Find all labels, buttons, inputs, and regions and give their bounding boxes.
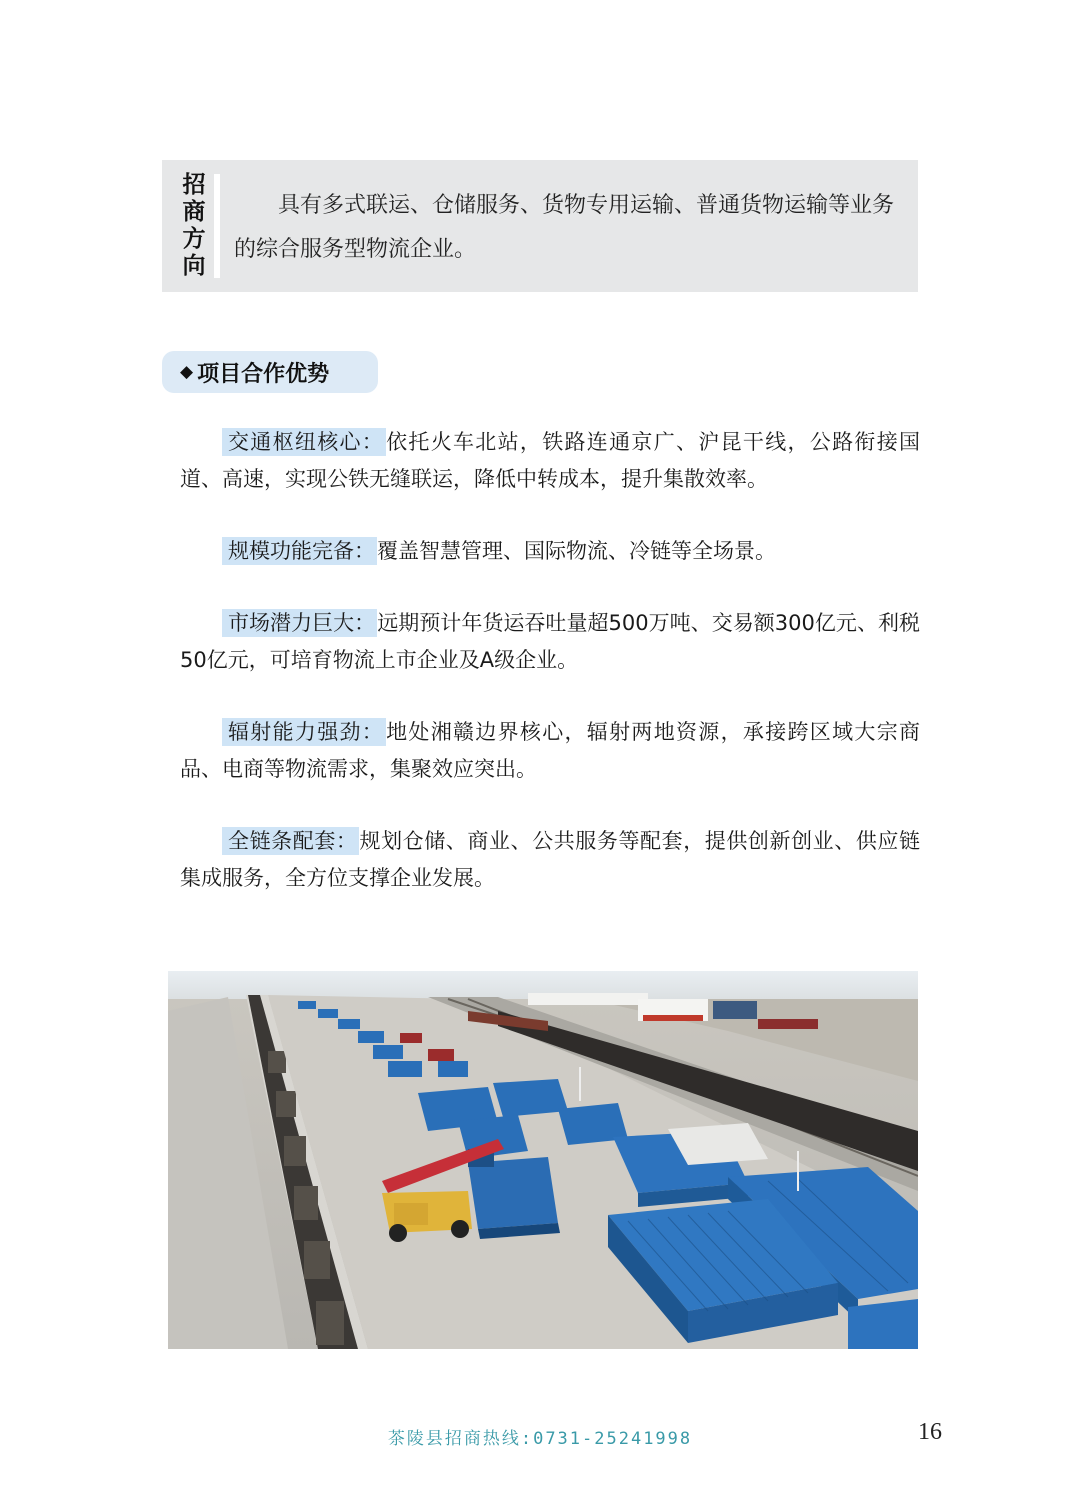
advantage-label: 全链条配套： — [222, 827, 359, 855]
advantage-paragraph — [180, 605, 920, 679]
advantage-paragraph — [180, 823, 920, 897]
diamond-bullet-icon: ◆ — [180, 362, 194, 382]
advantage-text: 规划仓储、商业、公共服务等配套，提供创新创业、供应链集成服务，全方位支撑企业发展。 — [180, 829, 920, 890]
invest-direction-label — [172, 160, 216, 292]
page-number: 16 — [918, 1419, 942, 1445]
label-char: 招 — [182, 172, 206, 198]
invest-direction-text: 具有多式联运、仓储服务、货物专用运输、普通货物运输等业务的综合服务型物流企业。 — [234, 193, 895, 262]
freight-yard-photo — [168, 971, 918, 1349]
advantage-label: 市场潜力巨大： — [222, 609, 377, 637]
advantage-paragraph — [180, 424, 920, 498]
advantage-paragraph — [180, 714, 920, 788]
advantage-label: 规模功能完备： — [222, 537, 377, 565]
label-char: 商 — [182, 199, 206, 225]
freight-yard-illustration — [168, 971, 918, 1349]
label-char: 方 — [182, 226, 206, 252]
advantage-text: 远期预计年货运吞吐量超500万吨、交易额300亿元、利税50亿元，可培育物流上市企业及A级企业。 — [180, 611, 921, 672]
advantage-label: 交通枢纽核心： — [222, 428, 386, 456]
advantages-list — [180, 424, 920, 897]
advantage-text: 依托火车北站，铁路连通京广、沪昆干线，公路衔接国道、高速，实现公铁无缝联运，降低中转成本，提升集散效率。 — [180, 430, 921, 491]
invest-direction-box — [162, 160, 918, 292]
divider — [214, 174, 220, 278]
section-heading — [162, 351, 378, 393]
advantage-text: 地处湘赣边界核心，辐射两地资源，承接跨区域大宗商品、电商等物流需求，集聚效应突出。 — [180, 720, 921, 781]
advantage-paragraph — [180, 533, 920, 570]
label-char: 向 — [182, 253, 206, 279]
section-title: 项目合作优势 — [197, 361, 330, 387]
advantage-label: 辐射能力强劲： — [222, 718, 386, 746]
investment-hotline: 茶陵县招商热线:0731-25241998 — [387, 1429, 693, 1449]
advantage-text: 覆盖智慧管理、国际物流、冷链等全场景。 — [377, 539, 776, 563]
